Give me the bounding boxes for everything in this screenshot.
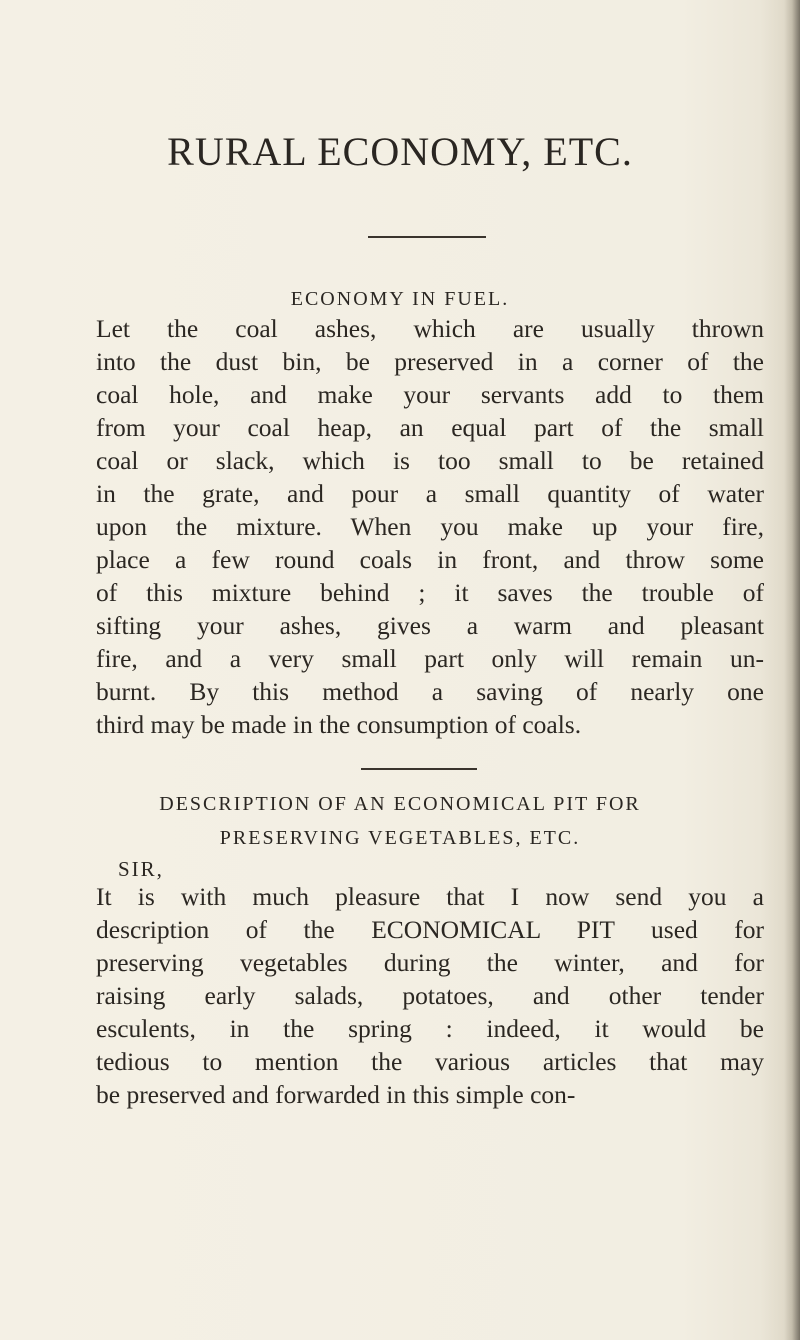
- text-line: burnt. By this method a saving of nearly one: [96, 677, 764, 706]
- paragraph-economical-pit: [96, 880, 764, 1111]
- text-line: esculents, in the spring : indeed, it would be: [96, 1014, 764, 1043]
- paragraph-economy-in-fuel: [96, 312, 764, 741]
- page-edge-shadow: [784, 0, 800, 1340]
- text-line: upon the mixture. When you make up your fire,: [96, 512, 764, 541]
- text-line: preserving vegetables during the winter, and for: [96, 948, 764, 977]
- text-line: in the grate, and pour a small quantity of water: [96, 479, 764, 508]
- section-title-economical-pit: [0, 787, 800, 855]
- text-line: Let the coal ashes, which are usually thrown: [96, 314, 764, 343]
- text-line: coal or slack, which is too small to be retained: [96, 446, 764, 475]
- letter-salutation: SIR,: [118, 857, 164, 881]
- text-line: place a few round coals in front, and throw some: [96, 545, 764, 574]
- text-line: It is with much pleasure that I now send you a: [96, 882, 764, 911]
- text-line: third may be made in the consumption of coals.: [96, 710, 582, 739]
- text-line: into the dust bin, be preserved in a corner of the: [96, 347, 764, 376]
- section-divider-rule: [361, 768, 477, 770]
- running-head: RURAL ECONOMY, ETC.: [167, 129, 633, 174]
- text-line: be preserved and forwarded in this simple con-: [96, 1080, 576, 1109]
- text-line: fire, and a very small part only will remain un-: [96, 644, 764, 673]
- text-line: coal hole, and make your servants add to them: [96, 380, 764, 409]
- text-line: sifting your ashes, gives a warm and pleasant: [96, 611, 764, 640]
- section-title-line: DESCRIPTION OF AN ECONOMICAL PIT FOR: [159, 793, 641, 815]
- text-line: tedious to mention the various articles that may: [96, 1047, 764, 1076]
- text-line: of this mixture behind ; it saves the trouble of: [96, 578, 764, 607]
- section-title-economy-in-fuel: ECONOMY IN FUEL.: [290, 288, 510, 310]
- section-title-line: PRESERVING VEGETABLES, ETC.: [219, 827, 581, 849]
- section-divider-rule: [368, 236, 486, 238]
- text-line: description of the ECONOMICAL PIT used for: [96, 915, 764, 944]
- text-line: from your coal heap, an equal part of the small: [96, 413, 764, 442]
- text-line: raising early salads, potatoes, and other tender: [96, 981, 764, 1010]
